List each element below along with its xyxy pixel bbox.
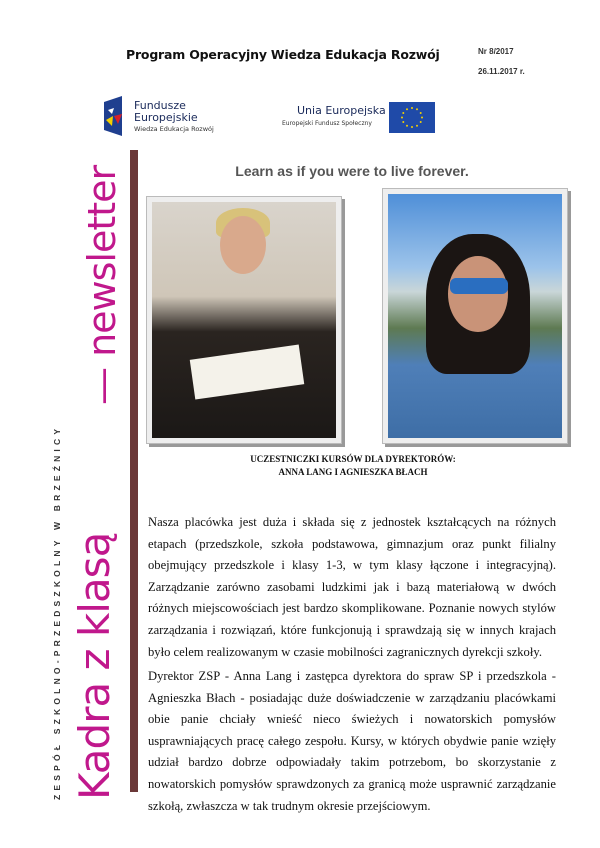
fe-sub: Wiedza Edukacja Rozwój <box>134 125 214 133</box>
ue-title: Unia Europejska <box>297 104 386 117</box>
issue-number: Nr 8/2017 <box>478 47 514 56</box>
newsletter-title: Kadra z klasą <box>70 532 119 800</box>
issue-date: 26.11.2017 r. <box>478 67 525 76</box>
eu-flag-icon <box>389 102 435 133</box>
photo-anna-lang <box>146 196 342 444</box>
photo-agnieszka-blach <box>382 188 568 444</box>
newsletter-label: — newsletter <box>80 165 124 405</box>
photo-caption <box>148 453 558 479</box>
fundusze-europejskie-text <box>134 100 214 134</box>
caption-line2: ANNA LANG I AGNIESZKA BŁACH <box>278 467 428 477</box>
article-paragraph-2: Dyrektor ZSP - Anna Lang i zastępca dyrektora do spraw SP i przedszkola - Agnieszka Błach - posiadając duże doświadczenie w zarządzaniu placówkami obie panie chciały wnieść nieco świeżych i nowatorskich pomysłów usprawniających pracę całego zespołu. Kursy, w których obydwie panie wzięły udział bardzo dobrze odpowiadały takim potrzebom, bo skorzystanie z nowatorskich pomysłów sprawdzonych za granicą może usprawnić zarządzanie szkołą, zwłaszcza w tak trudnym okresie przejściowym. <box>148 669 556 813</box>
article-paragraph-1: Nasza placówka jest duża i składa się z jednostek kształcących na różnych etapach (przedszkole, szkoła podstawowa, gimnazjum oraz punkt filialny obejmujący przedszkole i klasy 1-3, w tym klasy łączone i integracyjną). Zarządzanie zarówno zasobami ludzkimi jak i bazą materiałową w dwóch różnych miejscowościach jest bardzo skomplikowane. Poznanie nowych stylów zarządzania i rozwiązań, które funkcjonują i sprawdzają się w innych krajach było celem realizowanym w czasie mobilności zagranicznych dyrekcji szkoły. <box>148 515 556 659</box>
caption-line1: UCZESTNICZKI KURSÓW DLA DYREKTORÓW: <box>250 454 456 464</box>
school-name: ZESPÓŁ SZKOLNO-PRZEDSZKOLNY W BRZEŹNICY <box>52 424 62 800</box>
program-title: Program Operacyjny Wiedza Edukacja Rozwój <box>126 47 440 62</box>
ue-subtitle: Europejski Fundusz Społeczny <box>282 120 372 127</box>
fundusze-europejskie-logo-icon <box>104 96 124 136</box>
quote: Learn as if you were to live forever. <box>235 163 469 179</box>
vertical-divider-bar <box>130 150 138 792</box>
fe-line1: Fundusze <box>134 99 186 112</box>
fe-line2: Europejskie <box>134 111 198 124</box>
